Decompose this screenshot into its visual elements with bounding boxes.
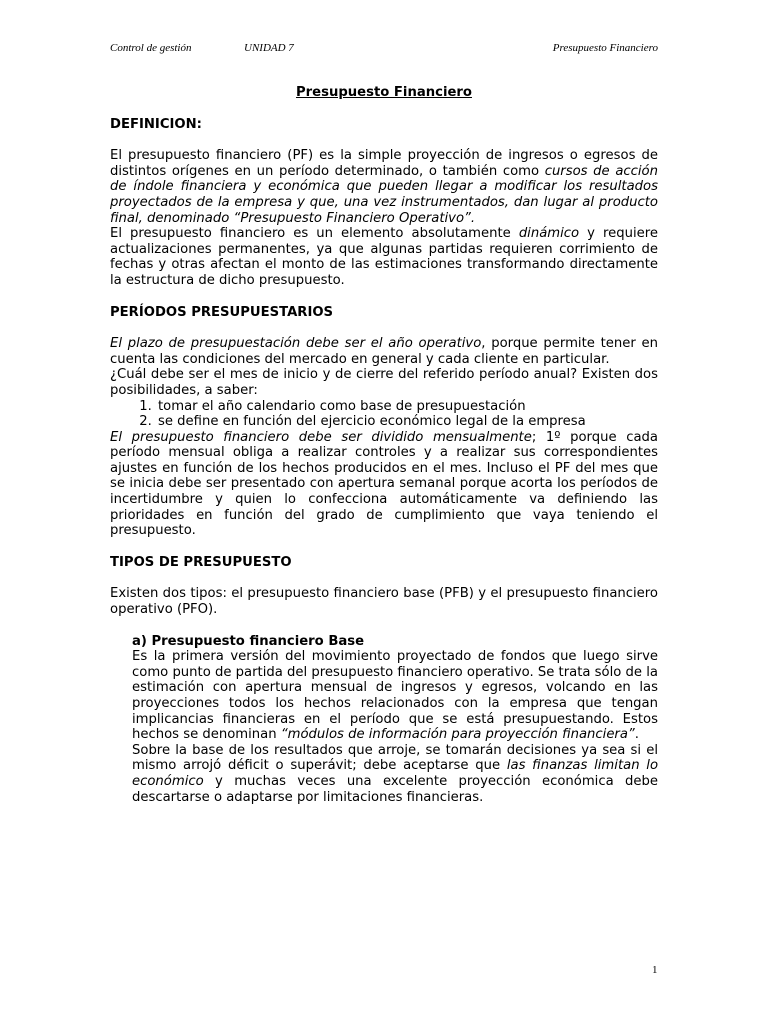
list-item: 1. tomar el año calendario como base de presupuestación bbox=[156, 399, 658, 415]
periodos-paragraph-1: El plazo de presupuestación debe ser el año operativo, porque permite tener en cuenta las condiciones del mercado en general y cada cliente en particular. bbox=[110, 336, 658, 367]
pfb-paragraph-1: Es la primera versión del movimiento proyectado de fondos que luego sirve como punto de partida del presupuesto financiero operativo. Se trata sólo de la estimación con apertura mensual de ingresos y egresos, volcando en las proyecciones todos los hechos relacionados con la empresa que tengan implicancias financieras en el período que se está presupuestando. Estos hechos se denominan “módulos de información para proyección financiera”. bbox=[132, 649, 658, 743]
periodos-paragraph-2: ¿Cuál debe ser el mes de inicio y de cierre del referido período anual? Existen dos posibilidades, a saber: bbox=[110, 367, 658, 398]
document-body bbox=[110, 85, 658, 805]
list-item: 2. se define en función del ejercicio económico legal de la empresa bbox=[156, 414, 658, 430]
header-topic: Presupuesto Financiero bbox=[552, 42, 658, 54]
document-title: Presupuesto Financiero bbox=[296, 85, 472, 100]
pfb-paragraph-2: Sobre la base de los resultados que arroje, se tomarán decisiones ya sea si el mismo arrojó déficit o superávit; debe aceptarse que las finanzas limitan lo económico y muchas veces una excelente proyección económica debe descartarse o adaptarse por limitaciones financieras. bbox=[132, 742, 659, 805]
tipos-paragraph-1: Existen dos tipos: el presupuesto financiero base (PFB) y el presupuesto financiero operativo (PFO). bbox=[110, 586, 658, 618]
subsection-pfb bbox=[132, 634, 658, 806]
heading-periodos: PERÍODOS PRESUPUESTARIOS bbox=[110, 304, 334, 320]
heading-definicion: DEFINICION: bbox=[110, 116, 202, 132]
page-number: 1 bbox=[652, 964, 658, 976]
periodos-options-list bbox=[110, 399, 658, 430]
header-course: Control de gestión bbox=[110, 42, 192, 54]
header-unit: UNIDAD 7 bbox=[244, 42, 294, 54]
subheading-pfb: a) Presupuesto financiero Base bbox=[132, 633, 365, 649]
definicion-paragraph-1: El presupuesto financiero (PF) es la simple proyección de ingresos o egresos de distintos orígenes en un período determinado, o también como cursos de acción de índole financiera y económica que pueden llegar a modificar los resultados proyectados de la empresa y que, una vez instrumentados, dan lugar al producto final, denominado “Presupuesto Financiero Operativo”. bbox=[110, 148, 658, 226]
definicion-paragraph-2: El presupuesto financiero es un elemento absolutamente dinámico y requiere actualizaciones permanentes, ya que algunas partidas requieren corrimiento de fechas y otras afectan el monto de las estimaciones transformando directamente la estructura de dicho presupuesto. bbox=[110, 226, 659, 288]
heading-tipos: TIPOS DE PRESUPUESTO bbox=[110, 554, 292, 570]
page-header bbox=[110, 42, 658, 58]
periodos-paragraph-3: El presupuesto financiero debe ser dividido mensualmente; 1º porque cada período mensual obliga a realizar controles y a realizar sus correspondientes ajustes en función de los hechos producidos en el mes. Incluso el PF del mes que se inicia debe ser presentado con apertura semanal porque acorta los períodos de incertidumbre y quien lo confecciona automáticamente va definiendo las prioridades en función del grado de cumplimiento que vaya teniendo el presupuesto. bbox=[110, 429, 658, 539]
